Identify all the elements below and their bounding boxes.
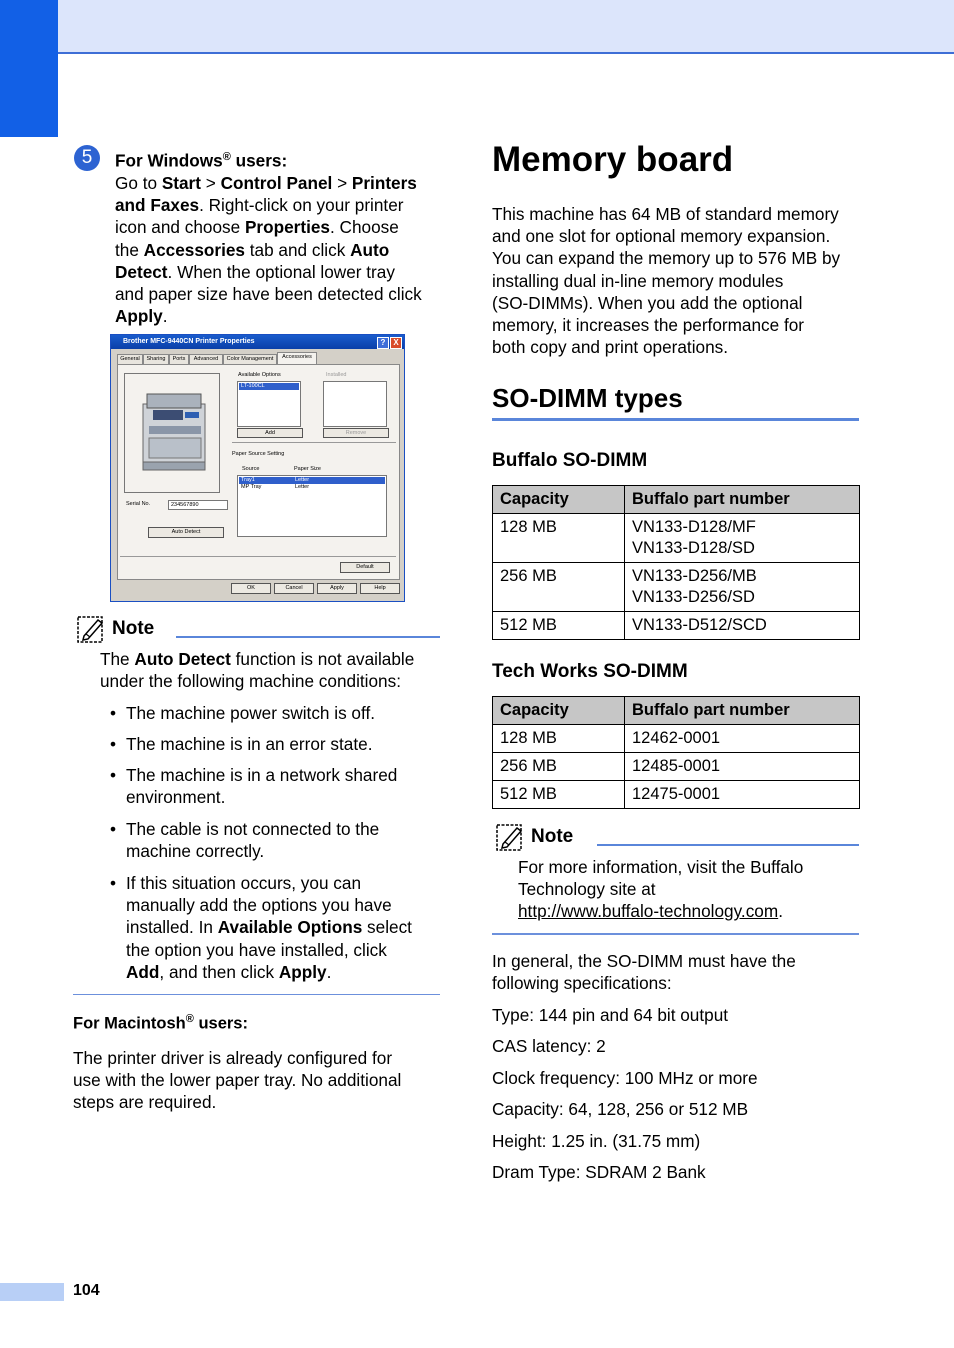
buffalo-website-link[interactable]: http://www.buffalo-technology.com xyxy=(518,901,779,922)
list-item: • The machine is in an error state. xyxy=(126,733,372,755)
specs-intro xyxy=(492,950,859,994)
source-column-header: Source xyxy=(242,466,260,472)
note-header xyxy=(495,822,859,852)
t: function is not available xyxy=(230,649,415,669)
t-detect: Detect xyxy=(115,261,168,282)
apply-button[interactable]: Apply xyxy=(317,583,357,594)
step-heading-text: For Windows xyxy=(115,150,223,171)
capacity-cell: 512 MB xyxy=(493,612,625,640)
tab-ports[interactable]: Ports xyxy=(169,354,189,364)
tab-advanced[interactable]: Advanced xyxy=(189,354,223,364)
note-body xyxy=(518,856,859,923)
mac-line: steps are required. xyxy=(73,1092,217,1113)
header-band xyxy=(0,0,954,54)
part-cell xyxy=(625,514,860,563)
accessories-panel xyxy=(117,364,400,580)
techworks-table xyxy=(492,696,860,809)
tab-general[interactable]: General xyxy=(117,354,143,364)
installed-label: Installed xyxy=(326,372,347,378)
part-cell: 12475-0001 xyxy=(625,781,860,809)
list-item xyxy=(126,818,379,862)
divider xyxy=(232,442,396,443)
part-number: VN133-D128/SD xyxy=(632,539,755,557)
source-cell: MP Tray xyxy=(241,484,262,490)
step-line-7 xyxy=(115,305,445,327)
capacity-cell: 512 MB xyxy=(493,781,625,809)
add-button[interactable]: Add xyxy=(237,428,303,438)
list-item: • The machine power switch is off. xyxy=(126,702,375,724)
t: > xyxy=(332,172,352,193)
spec-item: Height: 1.25 in. (31.75 mm) xyxy=(492,1131,701,1151)
capacity-cell: 256 MB xyxy=(493,753,625,781)
option-lt-100cl[interactable]: LT-100CL xyxy=(239,383,299,390)
table-row xyxy=(493,753,860,781)
step-5-text xyxy=(115,146,445,327)
part-number-header: Buffalo part number xyxy=(625,486,860,514)
size-cell: Letter xyxy=(295,484,310,490)
mac-paragraph xyxy=(73,1047,440,1114)
t: environment. xyxy=(126,787,226,808)
spec-item: Capacity: 64, 128, 256 or 512 MB xyxy=(492,1099,749,1119)
capacity-cell: 256 MB xyxy=(493,563,625,612)
registered-mark: ® xyxy=(222,151,231,163)
note-link-line xyxy=(518,900,859,922)
capacity-header: Capacity xyxy=(493,697,625,725)
mac-line: The printer driver is already configured for xyxy=(73,1048,393,1068)
step-line-1 xyxy=(115,172,445,194)
printer-image-frame xyxy=(124,373,220,493)
tab-sharing[interactable]: Sharing xyxy=(143,354,169,364)
dialog-titlebar xyxy=(111,335,404,349)
part-number-header: Buffalo part number xyxy=(625,697,860,725)
t: icon and choose xyxy=(115,217,245,238)
note-intro-line-2: under the following machine conditions: xyxy=(100,671,401,692)
help-icon[interactable]: ? xyxy=(377,337,389,349)
step-line-4 xyxy=(115,239,445,261)
size-cell: Letter xyxy=(295,477,310,483)
part-cell: 12485-0001 xyxy=(625,753,860,781)
t: . xyxy=(326,961,332,982)
t: installed. In xyxy=(126,917,218,938)
t: the option you have installed, click xyxy=(126,939,387,960)
default-button[interactable]: Default xyxy=(340,562,390,573)
t-auto: Auto xyxy=(350,239,390,260)
table-row xyxy=(493,725,860,753)
t-apply: Apply xyxy=(115,306,163,327)
note-end-rule xyxy=(492,933,859,935)
table-row xyxy=(493,563,860,612)
capacity-cell: 128 MB xyxy=(493,725,625,753)
paper-size-column-header: Paper Size xyxy=(294,466,321,472)
section-title: SO-DIMM types xyxy=(492,383,683,413)
auto-detect-button[interactable]: Auto Detect xyxy=(148,527,224,538)
t-printers: Printers xyxy=(351,172,417,193)
t: If this situation occurs, you can xyxy=(126,873,362,893)
list-item xyxy=(126,764,397,808)
help-button[interactable]: Help xyxy=(360,583,400,594)
t: the xyxy=(115,239,144,260)
intro-line: You can expand the memory up to 576 MB by xyxy=(492,248,841,269)
note-intro-line-1 xyxy=(100,648,440,670)
t: . xyxy=(778,901,783,922)
t: The cable is not connected to the xyxy=(126,819,380,839)
t: select xyxy=(362,917,412,938)
specs-intro-line: following specifications: xyxy=(492,973,672,994)
specs-intro-line: In general, the SO-DIMM must have the xyxy=(492,951,796,971)
tab-accessories[interactable]: Accessories xyxy=(277,352,317,365)
page-number: 104 xyxy=(73,1282,100,1299)
intro-line: both copy and print operations. xyxy=(492,337,729,358)
t: tab and click xyxy=(244,239,351,260)
paper-source-row[interactable] xyxy=(239,477,385,484)
note-label: Note xyxy=(112,618,155,639)
source-cell: Tray1 xyxy=(241,477,255,483)
mac-line: use with the lower paper tray. No additional xyxy=(73,1070,402,1091)
part-cell: 12462-0001 xyxy=(625,725,860,753)
spec-item: Dram Type: SDRAM 2 Bank xyxy=(492,1162,706,1182)
step-heading-suffix: users: xyxy=(230,150,288,171)
serial-label: Serial No. xyxy=(126,501,151,507)
buffalo-table xyxy=(492,485,860,640)
note-label: Note xyxy=(531,826,574,847)
intro-line: (SO-DIMMs). When you add the optional xyxy=(492,292,803,313)
note-pencil-icon xyxy=(495,822,525,852)
intro-line: memory, it increases the performance for xyxy=(492,315,805,336)
t: The machine is in a network shared xyxy=(126,765,398,785)
note-end-rule xyxy=(73,994,440,995)
cancel-button[interactable]: Cancel xyxy=(274,583,314,594)
part-number: VN133-D128/MF xyxy=(632,518,756,536)
printer-properties-dialog xyxy=(110,334,405,602)
step-line-6: and paper size have been detected click xyxy=(115,283,422,304)
paper-source-list[interactable] xyxy=(237,475,387,537)
tab-color-management[interactable]: Color Management xyxy=(223,354,277,364)
spec-item: Clock frequency: 100 MHz or more xyxy=(492,1068,758,1088)
t: . xyxy=(162,306,168,327)
note-rule xyxy=(176,636,440,638)
t: , and then click xyxy=(159,961,279,982)
t: machine correctly. xyxy=(126,841,265,862)
paper-source-setting-label: Paper Source Setting xyxy=(232,451,285,457)
note-header xyxy=(76,614,440,644)
capacity-header: Capacity xyxy=(493,486,625,514)
section-rule xyxy=(492,418,859,421)
part-number: VN133-D256/SD xyxy=(632,588,755,606)
footer-band xyxy=(0,1283,64,1301)
mac-heading xyxy=(73,1013,248,1034)
paper-source-row[interactable] xyxy=(241,484,385,491)
table-row xyxy=(493,781,860,809)
table-row xyxy=(493,612,860,640)
page-title: Memory board xyxy=(492,140,734,179)
note-rule xyxy=(597,844,859,846)
close-icon[interactable]: X xyxy=(390,337,402,349)
t-and-faxes: and Faxes xyxy=(115,195,200,216)
spec-item: Type: 144 pin and 64 bit output xyxy=(492,1005,729,1025)
intro-line: and one slot for optional memory expansion. xyxy=(492,226,831,247)
table-header-row xyxy=(493,697,860,725)
buffalo-heading: Buffalo SO-DIMM xyxy=(492,450,648,471)
intro-line: installing dual in-line memory modules xyxy=(492,270,784,291)
step-line-2 xyxy=(115,194,445,216)
t-start: Start xyxy=(161,172,201,193)
t: For Macintosh xyxy=(73,1014,186,1033)
note-line: Technology site at xyxy=(518,879,656,900)
intro-paragraph xyxy=(492,203,862,358)
t: . When the optional lower tray xyxy=(167,261,395,282)
t-accessories: Accessories xyxy=(143,239,245,260)
dialog-title: Brother MFC-9440CN Printer Properties xyxy=(123,338,255,345)
divider xyxy=(120,556,396,557)
t: > xyxy=(200,172,221,193)
t-apply: Apply xyxy=(278,961,327,982)
step-line-3 xyxy=(115,216,445,238)
spec-item: CAS latency: 2 xyxy=(492,1036,606,1056)
chapter-tab xyxy=(0,0,58,137)
installed-list[interactable] xyxy=(323,381,387,427)
part-cell: VN133-D512/SCD xyxy=(625,612,860,640)
t: . Choose xyxy=(329,217,399,238)
remove-button[interactable]: Remove xyxy=(323,428,389,438)
t: manually add the options you have xyxy=(126,895,392,916)
available-options-list[interactable] xyxy=(237,381,301,427)
intro-line: This machine has 64 MB of standard memory xyxy=(492,204,839,224)
note-pencil-icon xyxy=(76,614,106,644)
t: users: xyxy=(193,1014,248,1033)
registered-mark: ® xyxy=(185,1013,194,1025)
t-available-options: Available Options xyxy=(217,917,363,938)
available-options-label: Available Options xyxy=(238,372,281,378)
t-control-panel: Control Panel xyxy=(220,172,333,193)
capacity-cell: 128 MB xyxy=(493,514,625,563)
table-header-row xyxy=(493,486,860,514)
t-properties: Properties xyxy=(244,217,330,238)
t: . Right-click on your printer xyxy=(199,195,404,216)
t: The xyxy=(100,649,135,669)
step-number-badge: 5 xyxy=(74,145,100,171)
step-heading xyxy=(115,146,445,172)
t-auto-detect: Auto Detect xyxy=(134,649,231,669)
printer-icon xyxy=(125,374,219,492)
part-cell xyxy=(625,563,860,612)
step-line-5 xyxy=(115,261,445,283)
part-number: VN133-D256/MB xyxy=(632,567,757,585)
t: Go to xyxy=(115,172,162,193)
table-row xyxy=(493,514,860,563)
techworks-heading: Tech Works SO-DIMM xyxy=(492,661,688,682)
t-add: Add xyxy=(126,961,160,982)
note-line: For more information, visit the Buffalo xyxy=(518,857,804,877)
ok-button[interactable]: OK xyxy=(231,583,271,594)
serial-field[interactable]: 234567890 xyxy=(168,500,228,510)
note-intro xyxy=(100,648,440,692)
list-item xyxy=(126,872,440,983)
